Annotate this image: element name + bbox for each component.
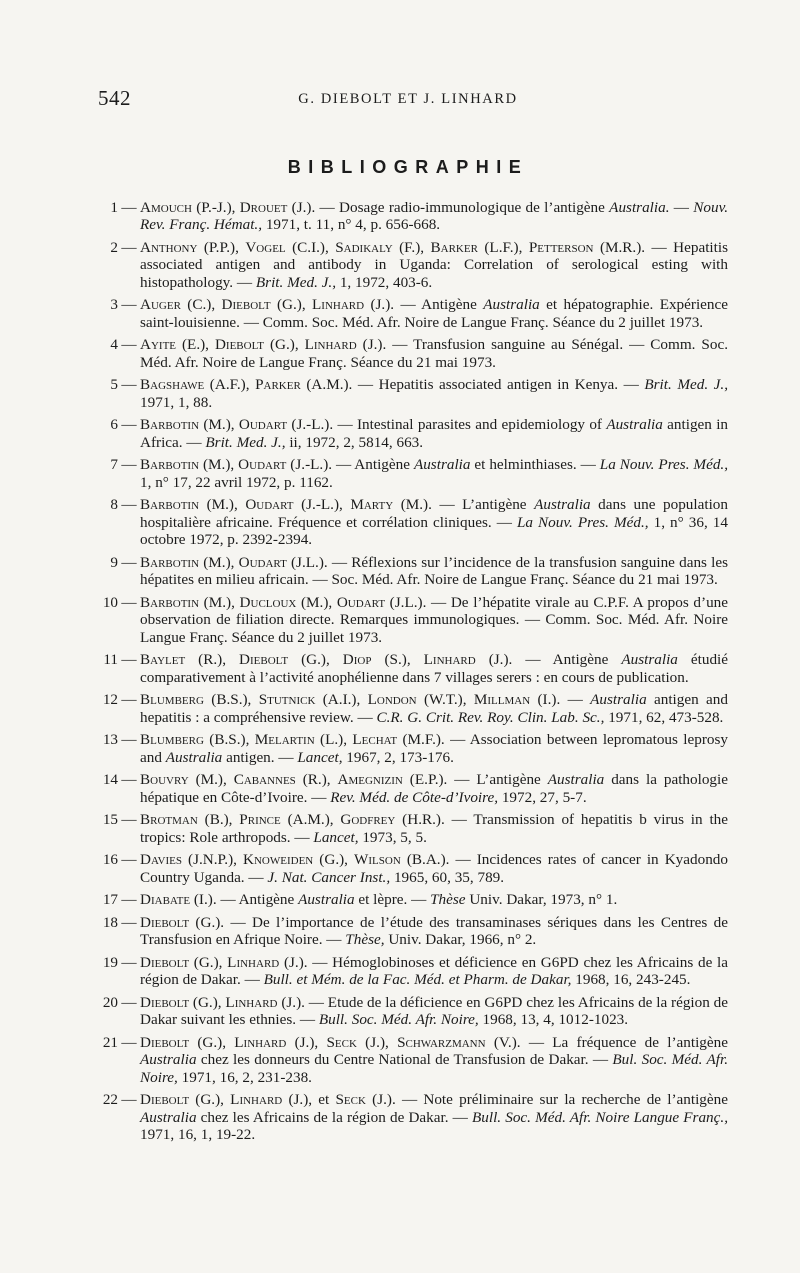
reference-dash: — <box>121 651 137 669</box>
author-name: Oudart <box>238 416 288 434</box>
reference-text <box>140 376 728 411</box>
reference-text <box>140 851 728 886</box>
author-name: Anthony <box>140 239 198 256</box>
citation-text: (J.). — Note préliminaire sur la recherche de l’antigène <box>365 1091 728 1109</box>
reference-number: 8 <box>110 496 118 514</box>
citation-text: (M.F.). — Association between lepromatous leprosy and <box>140 731 728 766</box>
italic-text: Thèse <box>430 891 466 909</box>
author-name: Marty <box>350 496 394 514</box>
reference-dash: — <box>121 593 137 611</box>
reference-dash: — <box>121 913 137 931</box>
author-name: Diebolt <box>221 296 271 314</box>
citation-text: (J.), <box>356 1033 398 1051</box>
italic-text: Bull. Soc. Méd. Afr. Noire Langue Franç., <box>471 1108 728 1126</box>
author-name: Diebolt <box>239 651 289 669</box>
author-name: Schwarzmann <box>397 1033 486 1051</box>
reference-item <box>98 851 728 886</box>
author-name: Linhard <box>312 296 365 314</box>
italic-text: Australia <box>534 496 591 514</box>
reference-number: 9 <box>110 553 118 571</box>
citation-text: — <box>669 199 694 216</box>
author-name: Linhard <box>225 993 278 1011</box>
italic-text: Australia <box>547 771 605 789</box>
italic-text: La Nouv. Pres. Méd., <box>599 456 729 474</box>
citation-text: (H.R.). — Transmission of hepatitis b virus in the tropics: Role arthropods. — <box>140 811 728 846</box>
citation-text: 1, 1972, 403-6. <box>336 273 433 291</box>
author-name: Barbotin <box>140 496 200 514</box>
author-name: Godfrey <box>340 811 396 829</box>
citation-text: (I.). — Antigène <box>190 891 299 909</box>
reference-text <box>140 199 728 234</box>
citation-text: (A.F.), <box>204 376 256 394</box>
citation-text: (V.). — La fréquence de l’antigène <box>485 1033 728 1051</box>
author-name: Diop <box>342 651 372 669</box>
citation-text: (B.S.), <box>203 691 259 709</box>
reference-number: 19 <box>102 953 118 971</box>
citation-text: (B.S.), <box>203 731 255 749</box>
citation-text: 1, n° 17, 22 avril 1972, p. 1162. <box>140 473 333 491</box>
citation-text: dans la pathologie hépatique en Côte-d’Ivoire. — <box>140 771 728 806</box>
reference-item <box>98 954 728 989</box>
reference-text <box>140 994 728 1029</box>
citation-text: 1968, 16, 243-245. <box>571 971 691 989</box>
author-name: Petterson <box>528 239 594 256</box>
italic-text: J. Nat. Cancer Inst., <box>267 868 391 886</box>
reference-number: 16 <box>102 851 118 869</box>
author-name: Baylet <box>140 651 186 669</box>
citation-text: 1973, 5, 5. <box>358 828 427 846</box>
citation-text: (J.). — Transfusion sanguine au Sénégal. — Comm. Soc. Méd. Afr. Noire de Langue Franç. Séance du 21 mai 1973. <box>140 336 728 371</box>
citation-text: (E.P.). — L’antigène <box>402 771 548 789</box>
italic-text: Australia <box>165 748 223 766</box>
author-name: Cabannes <box>233 771 296 789</box>
citation-text: (P.P.), <box>197 239 246 256</box>
author-name: Linhard <box>234 1033 287 1051</box>
author-name: Barker <box>430 239 478 256</box>
reference-item <box>98 1091 728 1143</box>
citation-text: 1, n° 36, 14 octobre 1972, p. 2392-2394. <box>140 513 728 549</box>
reference-number: 5 <box>110 376 118 394</box>
citation-text: (J.). — Antigène <box>364 296 484 314</box>
italic-text: Australia <box>140 1051 197 1069</box>
reference-item <box>98 336 728 371</box>
citation-text: (S.), <box>371 651 424 669</box>
author-name: Seck <box>326 1033 357 1051</box>
reference-item <box>98 914 728 949</box>
citation-text: (G.), <box>288 651 343 669</box>
citation-text: (J.), et <box>282 1091 336 1109</box>
italic-text: Australia <box>140 1108 197 1126</box>
citation-text: (J.). — Hémoglobinoses et déficience en G6PD chez les Africains de la région de Dakar. — <box>140 953 728 989</box>
citation-text: (B.A.). — Incidences rates of cancer in Kyadondo Country Uganda. — <box>140 851 728 886</box>
author-name: Barbotin <box>140 553 200 571</box>
citation-text: (F.), <box>392 239 431 256</box>
reference-number: 22 <box>102 1091 118 1109</box>
italic-text: Brit. Med. J., <box>255 273 337 291</box>
reference-item <box>98 891 728 908</box>
citation-text: 1971, 62, 473-528. <box>604 708 724 726</box>
citation-text: (G.), <box>189 1033 235 1051</box>
reference-dash: — <box>121 296 137 314</box>
citation-text: (R.), <box>295 771 338 789</box>
citation-text: (A.I.), <box>315 691 368 709</box>
italic-text: Nouv. Rev. Franç. Hémat., <box>140 199 728 234</box>
italic-text: Brit. Med. J., <box>644 376 729 394</box>
italic-text: Bul. Soc. Méd. Afr. Noire, <box>140 1051 728 1086</box>
citation-text: 1971, 1, 88. <box>140 393 213 411</box>
reference-text <box>140 914 728 949</box>
italic-text: Bull. Soc. Méd. Afr. Noire, <box>318 1011 479 1029</box>
citation-text: (G.), <box>189 1091 231 1109</box>
author-name: Linhard <box>304 336 357 354</box>
citation-text: (G.), <box>313 851 355 869</box>
reference-dash: — <box>121 199 137 216</box>
citation-text: antigen and hepatitis : a compréhensive review. — <box>140 691 728 726</box>
citation-text: (J.). — Dosage radio-immunologique de l’antigène <box>287 199 610 216</box>
author-name: Linhard <box>423 651 476 669</box>
citation-text: 1967, 2, 173-176. <box>342 748 454 766</box>
reference-number: 12 <box>102 691 118 709</box>
italic-text: Australia <box>298 891 355 909</box>
citation-text: antigen. — <box>222 748 298 766</box>
citation-text: et helminthiases. — <box>470 456 600 474</box>
reference-dash: — <box>121 993 137 1011</box>
author-name: Diebolt <box>140 993 190 1011</box>
citation-text: Univ. Dakar, 1966, n° 2. <box>384 931 537 949</box>
citation-text: antigen in Africa. — <box>140 416 729 451</box>
reference-item <box>98 651 728 686</box>
italic-text: Bull. et Mém. de la Fac. Méd. et Pharm. de Dakar, <box>263 971 572 989</box>
author-name: Barbotin <box>140 456 200 474</box>
author-name: Drouet <box>239 199 288 216</box>
reference-number: 4 <box>110 336 118 354</box>
author-name: Diebolt <box>140 953 190 971</box>
reference-dash: — <box>121 496 137 514</box>
author-name: Diebolt <box>140 1091 190 1109</box>
reference-text <box>140 239 728 291</box>
author-name: Diebolt <box>140 913 190 931</box>
citation-text: (A.M.), <box>280 811 341 829</box>
author-name: Linhard <box>230 1091 283 1109</box>
citation-text: (G.). — De l’importance de l’étude des transaminases sériques dans les Centres de Transfusion en Afrique Noire. — <box>140 913 728 949</box>
author-name: Knoweiden <box>243 851 314 869</box>
citation-text: (J.-L.). — Intestinal parasites and epidemiology of <box>287 416 607 434</box>
reference-text <box>140 336 728 371</box>
reference-dash: — <box>121 1033 137 1051</box>
author-name: Diebolt <box>140 1033 190 1051</box>
author-name: Prince <box>239 811 281 829</box>
italic-text: Brit. Med. J., <box>205 433 286 451</box>
reference-item <box>98 554 728 589</box>
reference-list <box>98 199 728 1149</box>
author-name: Diabate <box>140 891 191 909</box>
reference-number: 3 <box>110 296 118 314</box>
citation-text: 1971, t. 11, n° 4, p. 656-668. <box>262 216 441 234</box>
reference-dash: — <box>121 376 137 394</box>
italic-text: Thèse, <box>345 931 385 949</box>
citation-text: (M.), <box>199 593 240 611</box>
section-title: BIBLIOGRAPHIE <box>287 157 529 177</box>
author-name: Davies <box>140 851 182 869</box>
author-name: Linhard <box>227 953 280 971</box>
reference-text <box>140 891 728 908</box>
author-name: Sadikaly <box>335 239 393 256</box>
citation-text: (M.R.). — Hepatitis associated antigen and antibody in Uganda: Correlation of serological esting with histopathology. — <box>140 239 728 291</box>
reference-item <box>98 771 728 806</box>
reference-dash: — <box>121 891 137 909</box>
author-name: Barbotin <box>140 593 200 611</box>
reference-text <box>140 651 728 686</box>
author-name: Diebolt <box>214 336 264 354</box>
citation-text: (J.), <box>286 1033 327 1051</box>
author-name: Brotman <box>140 811 198 829</box>
author-name: Oudart <box>238 456 287 474</box>
reference-number: 20 <box>102 993 118 1011</box>
author-name: Oudart <box>336 593 386 611</box>
author-name: Amegnizin <box>337 771 403 789</box>
citation-text: (M.), <box>199 496 246 514</box>
citation-text: dans une population hospitalière africaine. Fréquence et corrélation cliniques. — <box>140 496 728 531</box>
reference-dash: — <box>121 771 137 789</box>
reference-item <box>98 296 728 331</box>
reference-text <box>140 594 728 646</box>
italic-text: Rev. Méd. de Côte-d’Ivoire, <box>330 788 499 806</box>
page-number: 542 <box>98 86 131 110</box>
citation-text: (J.N.P.), <box>181 851 244 869</box>
citation-text: (C.), <box>180 296 222 314</box>
citation-text: (M.), <box>199 553 239 571</box>
reference-item <box>98 416 728 451</box>
citation-text: (A.M.). — Hepatitis associated antigen in Kenya. — <box>300 376 645 394</box>
italic-text: Australia <box>483 296 540 314</box>
reference-item <box>98 731 728 766</box>
citation-text: ii, 1972, 2, 5814, 663. <box>285 433 424 451</box>
reference-number: 7 <box>110 456 118 474</box>
citation-text: 1965, 60, 35, 789. <box>390 868 505 886</box>
reference-item <box>98 239 728 291</box>
italic-text: Lancet, <box>297 748 343 766</box>
reference-item <box>98 376 728 411</box>
author-name: Melartin <box>254 731 315 749</box>
italic-text: C.R. G. Crit. Rev. Roy. Clin. Lab. Sc., <box>376 708 605 726</box>
italic-text: Australia. <box>609 199 670 216</box>
italic-text: Australia <box>621 651 678 669</box>
reference-text <box>140 416 728 451</box>
italic-text: Lancet, <box>313 828 359 846</box>
reference-dash: — <box>121 953 137 971</box>
reference-item <box>98 994 728 1029</box>
citation-text: (M.), <box>188 771 234 789</box>
citation-text: (M.), <box>199 416 239 434</box>
author-name: Stutnick <box>258 691 316 709</box>
author-name: Ducloux <box>239 593 297 611</box>
reference-text <box>140 691 728 726</box>
reference-number: 15 <box>102 811 118 829</box>
citation-text: (G.), <box>189 953 228 971</box>
citation-text: et hépatographie. Expérience saint-louisienne. — Comm. Soc. Méd. Afr. Noire de Langue Franç. Séance du 2 juillet 1973. <box>140 296 728 331</box>
citation-text: (J.). — Antigène <box>475 651 622 669</box>
citation-text: étudié comparativement à l’activité anophélienne dans 7 villages serers : en cours de publication. <box>140 651 729 686</box>
citation-text: (E.), <box>176 336 215 354</box>
italic-text: La Nouv. Pres. Méd., <box>516 513 649 531</box>
italic-text: Australia <box>606 416 663 434</box>
author-name: Ayite <box>140 336 177 354</box>
reference-number: 1 <box>110 199 118 216</box>
citation-text: 1971, 16, 1, 19-22. <box>140 1126 256 1144</box>
citation-text: 1968, 13, 4, 1012-1023. <box>478 1011 629 1029</box>
reference-number: 18 <box>102 913 118 931</box>
reference-dash: — <box>121 239 137 256</box>
citation-text: (J.-L.). — Antigène <box>286 456 414 474</box>
reference-dash: — <box>121 456 137 474</box>
citation-text: (B.), <box>197 811 240 829</box>
reference-number: 6 <box>110 416 118 434</box>
citation-text: (I.). — <box>530 691 591 709</box>
reference-dash: — <box>121 691 137 709</box>
citation-text: (L.), <box>314 731 353 749</box>
citation-text: et lèpre. — <box>354 891 431 909</box>
reference-text <box>140 731 728 766</box>
reference-dash: — <box>121 336 137 354</box>
citation-text: chez les Africains de la région de Dakar. — <box>196 1108 472 1126</box>
reference-item <box>98 1034 728 1086</box>
author-name: Wilson <box>354 851 401 869</box>
citation-text: (M.), <box>199 456 239 474</box>
citation-text: (G.), <box>189 993 226 1011</box>
italic-text: Australia <box>590 691 647 709</box>
reference-number: 17 <box>102 891 118 909</box>
reference-number: 2 <box>110 239 118 256</box>
citation-text: (J.). — Etude de la déficience en G6PD chez les Africains de la région de Dakar suivant les ethnies. — <box>140 993 729 1029</box>
citation-text: chez les donneurs du Centre National de Transfusion de Dakar. — <box>196 1051 613 1069</box>
reference-dash: — <box>121 553 137 571</box>
reference-item <box>98 811 728 846</box>
reference-text <box>140 456 728 491</box>
reference-dash: — <box>121 731 137 749</box>
citation-text: (C.I.), <box>285 239 336 256</box>
author-name: Lechat <box>352 731 398 749</box>
citation-text: (L.F.), <box>477 239 529 256</box>
author-name: Bagshawe <box>140 376 205 394</box>
citation-text: (G.), <box>270 296 313 314</box>
reference-text <box>140 296 728 331</box>
author-name: Bouvry <box>140 771 189 789</box>
reference-item <box>98 496 728 548</box>
reference-text <box>140 771 728 806</box>
citation-text: Univ. Dakar, 1973, n° 1. <box>465 891 618 909</box>
reference-item <box>98 691 728 726</box>
reference-text <box>140 554 728 589</box>
citation-text: (J.L.). — De l’hépatite virale au C.P.F. A propos d’une observation de filiation directe. Remarques immunologiques. — Comm. Soc. Méd. Afr. Noire Langue Franç. Séance du 2 juillet 1973. <box>140 593 728 646</box>
reference-number: 10 <box>102 593 118 611</box>
author-name: Blumberg <box>140 691 204 709</box>
italic-text: Australia <box>413 456 471 474</box>
reference-dash: — <box>121 851 137 869</box>
reference-dash: — <box>121 1091 137 1109</box>
reference-text <box>140 1034 728 1086</box>
reference-number: 13 <box>102 731 118 749</box>
reference-dash: — <box>121 811 137 829</box>
citation-text: (P.-J.), <box>191 199 240 216</box>
citation-text: 1972, 27, 5-7. <box>498 788 587 806</box>
reference-number: 21 <box>102 1033 118 1051</box>
author-name: Amouch <box>140 199 192 216</box>
author-name: Oudart <box>238 553 287 571</box>
reference-text <box>140 954 728 989</box>
author-name: Parker <box>255 376 301 394</box>
author-name: Auger <box>140 296 181 314</box>
author-name: Seck <box>335 1091 366 1109</box>
citation-text: 1971, 16, 2, 231-238. <box>177 1068 312 1086</box>
citation-text: (J.-L.), <box>293 496 351 514</box>
reference-dash: — <box>121 416 137 434</box>
author-name: Millman <box>473 691 531 709</box>
author-name: Barbotin <box>140 416 200 434</box>
reference-number: 11 <box>103 651 118 669</box>
citation-text: (G.), <box>264 336 305 354</box>
reference-item <box>98 594 728 646</box>
citation-text: (W.T.), <box>416 691 474 709</box>
author-name: Vogel <box>245 239 286 256</box>
author-name: London <box>367 691 417 709</box>
reference-text <box>140 1091 728 1143</box>
citation-text: (M.), <box>296 593 337 611</box>
citation-text: (R.), <box>185 651 240 669</box>
reference-number: 14 <box>102 771 118 789</box>
reference-text <box>140 811 728 846</box>
citation-text: (M.). — L’antigène <box>393 496 535 514</box>
author-name: Oudart <box>245 496 294 514</box>
running-head: G. DIEBOLT ET J. LINHARD <box>298 91 518 107</box>
reference-text <box>140 496 728 548</box>
citation-text: (J.L.). — Réflexions sur l’incidence de la transfusion sanguine dans les hépatites en milieu africain. — Soc. Méd. Afr. Noire de Langue Franç. Séance du 21 mai 1973. <box>140 553 728 589</box>
author-name: Blumberg <box>140 731 204 749</box>
reference-item <box>98 456 728 491</box>
reference-item <box>98 199 728 234</box>
